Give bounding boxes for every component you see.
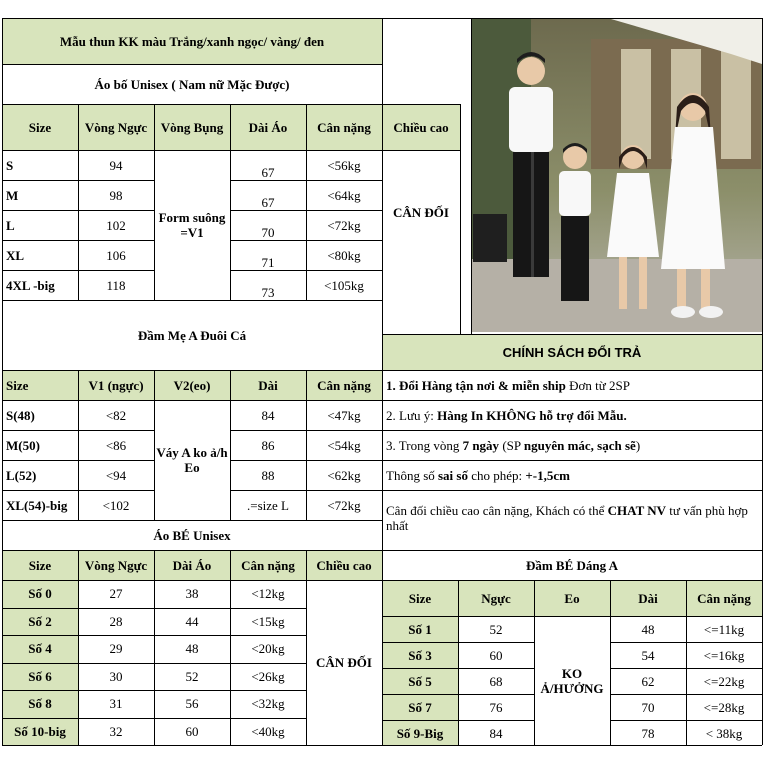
dam-me-dai-cell: 84 — [261, 407, 275, 423]
dam-me-header-can-nang: Cân nặng — [306, 370, 382, 400]
ao-be-dai-ao-cell: 38 — [185, 586, 199, 602]
dam-me-can-nang-cell: <62kg — [327, 467, 361, 483]
ao-bo-size-cell: M — [6, 187, 19, 203]
policy-line-1: 1. Đổi Hàng tận nơi & miễn ship Đơn từ 2SP — [386, 377, 630, 393]
ao-bo-can-nang-cell: <56kg — [327, 157, 361, 173]
grid-line — [382, 580, 762, 581]
ao-be-vong-nguc-cell: 32 — [109, 723, 123, 739]
ao-be-header-size: Size — [2, 550, 78, 580]
dam-be-header-size: Size — [382, 580, 458, 616]
ao-bo-size-cell: S — [6, 157, 14, 173]
dam-me-header-dai: Dài — [230, 370, 306, 400]
grid-line — [230, 370, 231, 520]
dam-be-dai-cell: 70 — [641, 699, 655, 715]
ao-be-size-cell: Số 10-big — [2, 718, 78, 746]
dam-be-nguc-cell: 60 — [489, 647, 503, 663]
ao-be-vong-nguc-cell: 29 — [109, 641, 123, 657]
grid-line — [382, 400, 762, 401]
dam-me-size-cell: L(52) — [6, 467, 37, 483]
policy-title: CHÍNH SÁCH ĐỔI TRẢ — [382, 334, 762, 370]
ao-be-header-vong-nguc: Vòng Ngực — [78, 550, 154, 580]
dam-me-dai-cell: .=size L — [247, 497, 289, 513]
dam-be-size-cell: Số 3 — [382, 642, 458, 668]
dam-be-size-cell: Số 5 — [382, 668, 458, 694]
ao-be-title: Áo BÉ Unisex — [153, 527, 231, 543]
dam-me-header-v1: V1 (ngực) — [78, 370, 154, 400]
grid-line — [382, 334, 762, 335]
grid-line — [471, 18, 472, 334]
dam-me-can-nang-cell: <72kg — [327, 497, 361, 513]
ao-bo-vong-nguc-cell: 118 — [106, 277, 126, 293]
dam-be-size-cell: Số 9-Big — [382, 720, 458, 746]
ao-bo-header-size: Size — [2, 104, 78, 150]
dam-be-nguc-cell: 52 — [489, 621, 503, 637]
dam-be-header-dai: Dài — [610, 580, 686, 616]
ao-bo-vong-nguc-cell: 94 — [109, 157, 123, 173]
grid-line — [534, 580, 535, 745]
ao-be-size-cell: Số 0 — [2, 580, 78, 608]
ao-bo-dai-ao-cell: 70 — [261, 224, 275, 240]
dam-me-size-cell: M(50) — [6, 437, 40, 453]
dam-me-v1-cell: <94 — [105, 467, 127, 483]
grid-line — [306, 104, 307, 300]
dam-be-dai-cell: 48 — [641, 621, 655, 637]
family-photo — [471, 19, 762, 332]
dam-me-dai-cell: 86 — [261, 437, 275, 453]
ao-be-can-nang-cell: <40kg — [251, 723, 285, 739]
ao-be-dai-ao-cell: 44 — [185, 613, 199, 629]
ao-be-size-cell: Số 6 — [2, 663, 78, 691]
grid-line — [610, 580, 611, 745]
ao-be-vong-nguc-cell: 31 — [109, 696, 123, 712]
ao-bo-dai-ao-cell: 73 — [261, 284, 275, 300]
ao-be-dai-ao-cell: 60 — [185, 723, 199, 739]
ao-bo-can-nang-cell: <64kg — [327, 187, 361, 203]
grid-line — [230, 104, 231, 300]
dam-me-v1-cell: <102 — [102, 497, 130, 513]
ao-bo-vong-nguc-cell: 102 — [106, 217, 126, 233]
ao-be-size-cell: Số 4 — [2, 635, 78, 663]
grid-line — [686, 580, 687, 745]
dam-me-size-cell: S(48) — [6, 407, 35, 423]
policy-line-4: Thông số sai số cho phép: +-1,5cm — [386, 467, 570, 483]
grid-line — [78, 370, 79, 520]
grid-line — [382, 550, 762, 551]
grid-line — [2, 745, 762, 746]
dam-me-can-nang-cell: <47kg — [327, 407, 361, 423]
dam-be-nguc-cell: 68 — [489, 673, 503, 689]
grid-line — [762, 18, 763, 745]
grid-line — [154, 104, 155, 300]
grid-line — [154, 370, 155, 520]
grid-line — [2, 300, 382, 301]
ao-bo-form-suong: Form suông =V1 — [158, 210, 226, 240]
ao-bo-size-cell: 4XL -big — [6, 277, 55, 293]
ao-be-vong-nguc-cell: 28 — [109, 613, 123, 629]
grid-line — [382, 430, 762, 431]
ao-bo-dai-ao-cell: 67 — [261, 164, 275, 180]
grid-line — [2, 520, 382, 521]
dam-me-vay-a: Váy A ko ả/h Eo — [156, 445, 228, 475]
dam-be-can-nang-cell: <=22kg — [703, 673, 745, 689]
dam-me-can-nang-cell: <54kg — [327, 437, 361, 453]
grid-line — [458, 580, 459, 745]
policy-line-5: Cân đối chiều cao cân nặng, Khách có thể CHAT NV tư vấn phù hợp nhất — [386, 503, 748, 533]
family-photo-illustration — [471, 19, 762, 332]
dam-be-dai-cell: 54 — [641, 647, 655, 663]
ao-bo-header-chieu-cao: Chiều cao — [382, 104, 460, 150]
dam-me-v1-cell: <86 — [105, 437, 127, 453]
dam-be-nguc-cell: 76 — [489, 699, 503, 715]
policy-line-3: 3. Trong vòng 7 ngày (SP nguyên mác, sạch sẽ) — [386, 437, 641, 453]
grid-line — [382, 490, 762, 491]
grid-line — [2, 150, 460, 151]
dam-be-can-nang-cell: <=11kg — [703, 621, 745, 637]
ao-bo-vong-nguc-cell: 106 — [106, 247, 126, 263]
ao-be-can-nang-cell: <32kg — [251, 696, 285, 712]
dam-be-can-nang-cell: < 38kg — [705, 725, 743, 741]
ao-be-size-cell: Số 8 — [2, 690, 78, 718]
dam-me-header-v2: V2(eo) — [154, 370, 230, 400]
ao-bo-size-cell: L — [6, 217, 15, 233]
ao-be-vong-nguc-cell: 27 — [109, 586, 123, 602]
grid-line — [306, 550, 307, 745]
dam-be-size-cell: Số 7 — [382, 694, 458, 720]
dam-be-dai-cell: 78 — [641, 725, 655, 741]
grid-line — [2, 580, 382, 581]
grid-line — [2, 550, 382, 551]
grid-line — [382, 616, 762, 617]
ao-be-header-chieu-cao: Chiều cao — [306, 550, 382, 580]
dam-me-v1-cell: <82 — [105, 407, 127, 423]
dam-be-title: Đầm BÉ Dáng A — [525, 557, 619, 573]
dam-me-dai-cell: 88 — [261, 467, 275, 483]
ao-bo-can-nang-cell: <72kg — [327, 217, 361, 233]
grid-line — [382, 460, 762, 461]
ao-bo-dai-ao-cell: 67 — [261, 194, 275, 210]
ao-bo-header-can-nang: Cân nặng — [306, 104, 382, 150]
grid-line — [2, 64, 382, 65]
grid-line — [2, 370, 382, 371]
policy-line-2: 2. Lưu ý: Hàng In KHÔNG hỗ trợ đổi Mẫu. — [386, 407, 627, 423]
dam-be-ko-anh-huong: KO Ả/HƯỞNG — [540, 666, 604, 696]
ao-bo-can-nang-cell: <105kg — [324, 277, 364, 293]
dam-be-header-can-nang: Cân nặng — [686, 580, 762, 616]
dam-me-title: Đầm Mẹ A Đuôi Cá — [137, 327, 247, 343]
grid-line — [78, 104, 79, 300]
ao-be-header-can-nang: Cân nặng — [230, 550, 306, 580]
grid-line — [154, 550, 155, 745]
dam-be-can-nang-cell: <=28kg — [703, 699, 745, 715]
ao-be-can-nang-cell: <20kg — [251, 641, 285, 657]
ao-bo-can-nang-cell: <80kg — [327, 247, 361, 263]
dam-be-header-eo: Eo — [534, 580, 610, 616]
dam-me-header-size: Size — [2, 370, 78, 400]
grid-line — [306, 370, 307, 520]
dam-be-header-nguc: Ngực — [458, 580, 534, 616]
ao-be-dai-ao-cell: 56 — [185, 696, 199, 712]
grid-line — [2, 400, 382, 401]
ao-be-can-nang-cell: <15kg — [251, 613, 285, 629]
grid-line — [2, 104, 460, 105]
dam-me-size-cell: XL(54)-big — [6, 497, 68, 513]
dam-be-can-nang-cell: <=16kg — [703, 647, 745, 663]
ao-bo-header-vong-nguc: Vòng Ngực — [78, 104, 154, 150]
grid-line — [382, 370, 762, 371]
ao-be-dai-ao-cell: 48 — [185, 641, 199, 657]
dam-be-dai-cell: 62 — [641, 673, 655, 689]
dam-be-nguc-cell: 84 — [489, 725, 503, 741]
dam-be-size-cell: Số 1 — [382, 616, 458, 642]
ao-bo-title: Áo bố Unisex ( Nam nữ Mặc Được) — [94, 76, 290, 92]
ao-bo-can-doi: CÂN ĐỐI — [393, 204, 449, 220]
grid-line — [78, 550, 79, 745]
ao-bo-header-dai-ao: Dài Áo — [230, 104, 306, 150]
ao-bo-header-vong-bung: Vòng Bụng — [154, 104, 230, 150]
ao-be-header-dai-ao: Dài Áo — [154, 550, 230, 580]
ao-bo-dai-ao-cell: 71 — [261, 254, 275, 270]
ao-bo-size-cell: XL — [6, 247, 25, 263]
grid-line — [460, 104, 461, 334]
ao-be-can-doi: CÂN ĐỐI — [316, 655, 372, 670]
ao-be-can-nang-cell: <12kg — [251, 586, 285, 602]
grid-line — [382, 18, 383, 745]
ao-bo-vong-nguc-cell: 98 — [109, 187, 123, 203]
grid-line — [230, 550, 231, 745]
ao-be-size-cell: Số 2 — [2, 608, 78, 636]
ao-be-can-nang-cell: <26kg — [251, 668, 285, 684]
ao-be-vong-nguc-cell: 30 — [109, 668, 123, 684]
top-title: Mẫu thun KK màu Trắng/xanh ngọc/ vàng/ đen — [2, 19, 382, 64]
ao-be-dai-ao-cell: 52 — [185, 668, 199, 684]
